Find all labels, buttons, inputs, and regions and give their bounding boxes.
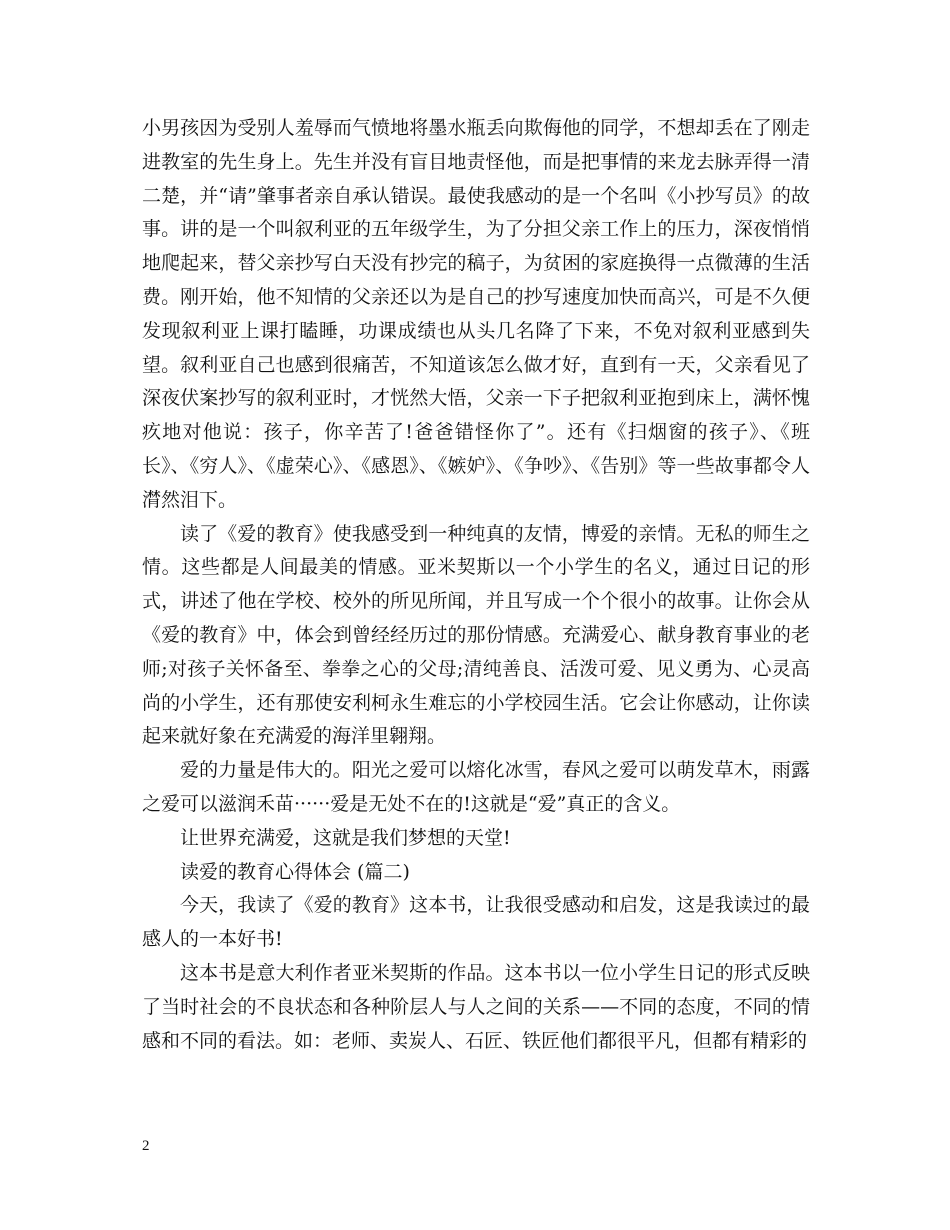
paragraph-continuation: 小男孩因为受别人羞辱而气愤地将墨水瓶丢向欺侮他的同学，不想却丢在了刚走进教室的先生身上。先生并没有盲目地责怪他，而是把事情的来龙去脉弄得一清二楚，并“请”肇事者亲自承认错误。最使我感动的是一个名叫《小抄写员》的故事。讲的是一个叫叙利亚的五年级学生，为了分担父亲工作上的压力，深夜悄悄地爬起来，替父亲抄写白天没有抄完的稿子，为贫困的家庭换得一点微薄的生活费。刚开始，他不知情的父亲还以为是自己的抄写速度加快而高兴，可是不久便发现叙利亚上课打瞌睡，功课成绩也从头几名降了下来，不免对叙利亚感到失望。叙利亚自己也感到很痛苦，不知道该怎么做才好，直到有一天，父亲看见了深夜伏案抄写的叙利亚时，才恍然大悟，父亲一下子把叙利亚抱到床上，满怀愧疚地对他说：孩子，你辛苦了!爸爸错怪你了”。还有《扫烟窗的孩子》、《班长》、《穷人》、《虚荣心》、《感恩》、《嫉妒》、《争吵》、《告别》等一些故事都令人潸然泪下。	[142, 117, 810, 511]
page-number: 2	[142, 1138, 150, 1154]
paragraph: 爱的力量是伟大的。阳光之爱可以熔化冰雪，春风之爱可以萌发草木，雨露之爱可以滋润禾苗······爱是无处不在的!这就是“爱”真正的含义。	[142, 759, 810, 815]
paragraph: 让世界充满爱，这就是我们梦想的天堂!	[180, 826, 511, 849]
body-text	[142, 112, 810, 1058]
paragraph: 今天，我读了《爱的教育》这本书，让我很受感动和启发，这是我读过的最感人的一本好书!	[142, 894, 810, 951]
paragraph: 读了《爱的教育》使我感受到一种纯真的友情，博爱的亲情。无私的师生之情。这些都是人间最美的情感。亚米契斯以一个小学生的名义，通过日记的形式，讲述了他在学校、校外的所见所闻，并且写成一个个很小的故事。让你会从《爱的教育》中，体会到曾经经历过的那份情感。充满爱心、献身教育事业的老师;对孩子关怀备至、拳拳之心的父母;清纯善良、活泼可爱、见义勇为、心灵高尚的小学生，还有那使安利柯永生难忘的小学校园生活。它会让你感动，让你读起来就好象在充满爱的海洋里翱翔。	[142, 522, 810, 748]
paragraph: 这本书是意大利作者亚米契斯的作品。这本书以一位小学生日记的形式反映了当时社会的不良状态和各种阶层人与人之间的关系——不同的态度，不同的情感和不同的看法。如：老师、卖炭人、石匠、铁匠他们都很平凡，但都有精彩的	[142, 961, 810, 1052]
section-heading: 读爱的教育心得体会 (篇二)	[180, 860, 410, 883]
